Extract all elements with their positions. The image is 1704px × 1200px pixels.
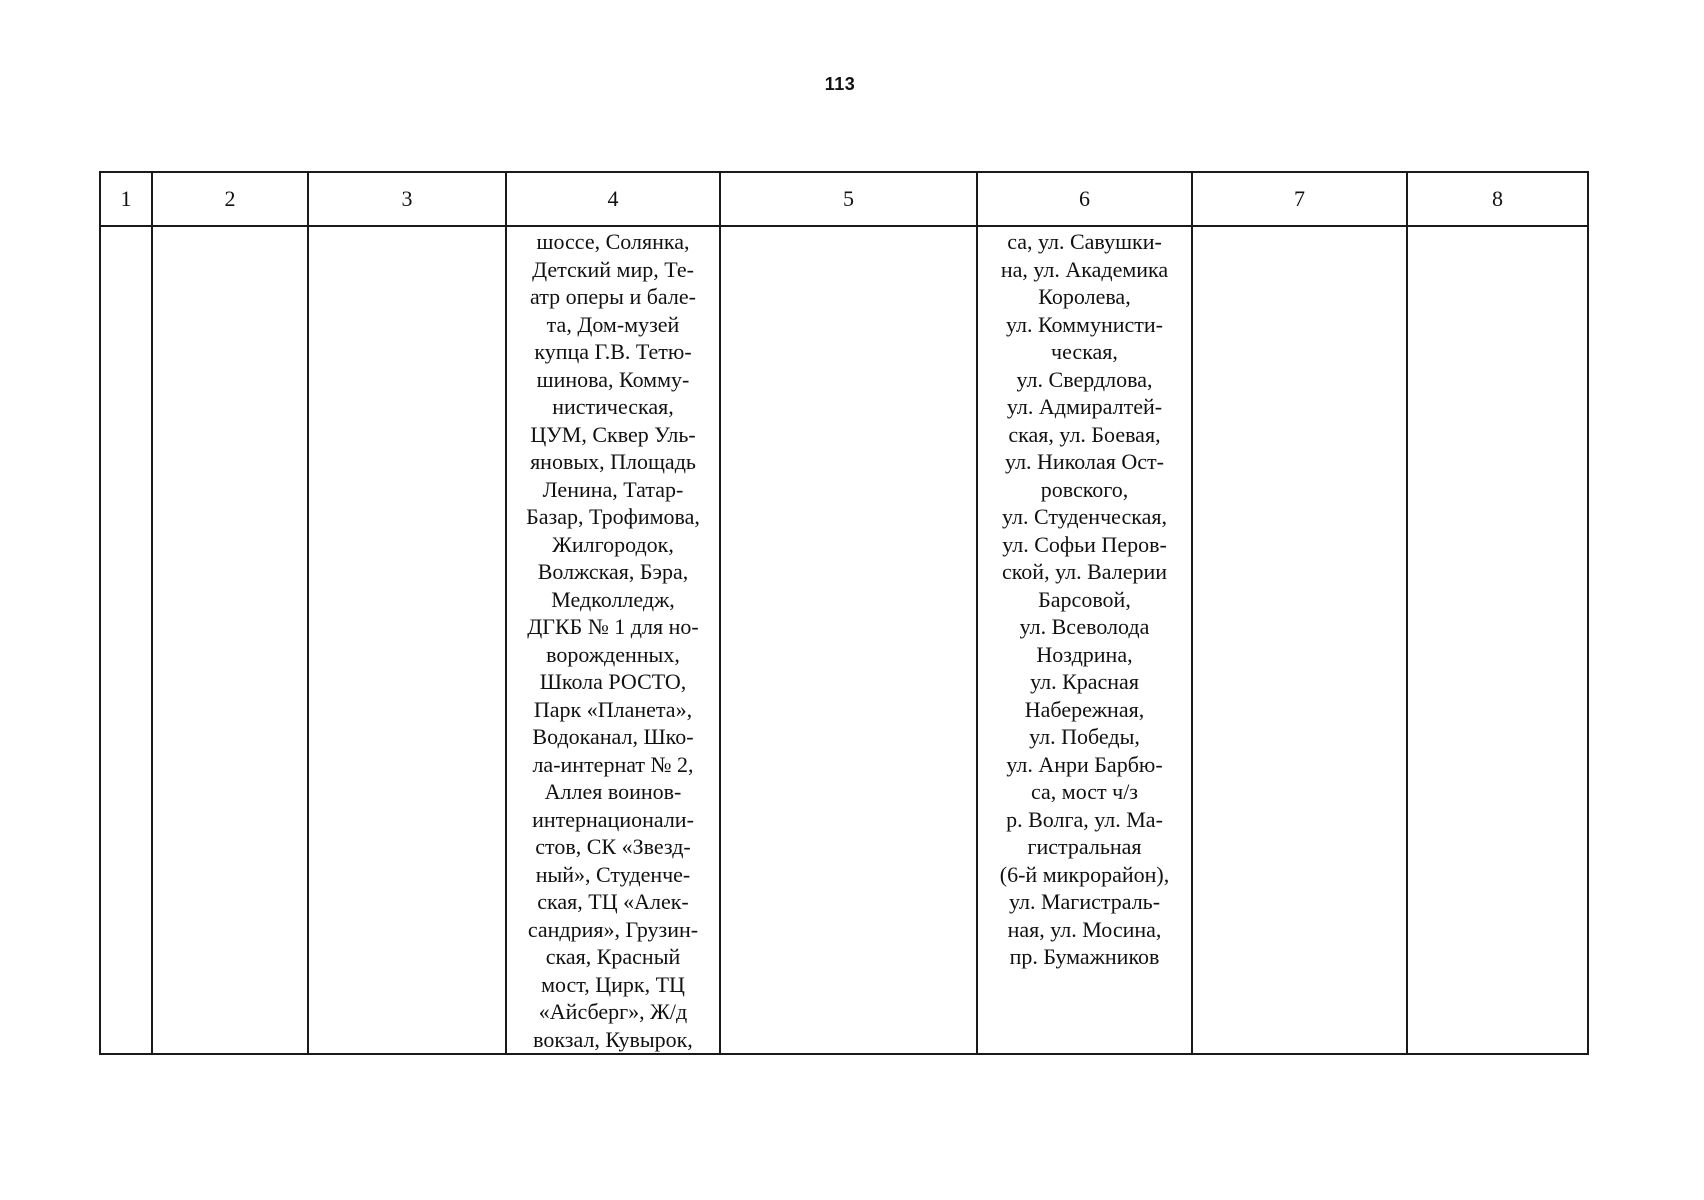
street-line: ная, ул. Мосина, — [1007, 916, 1162, 942]
cell-col-6-streets — [977, 226, 1192, 1054]
stop-line: Ленина, Татар- — [542, 476, 684, 502]
stop-line: та, Дом-музей — [546, 311, 680, 337]
street-line: ул. Всеволода — [1019, 614, 1150, 639]
street-line: Королева, — [1038, 284, 1131, 309]
street-line: ул. Победы, — [1029, 724, 1140, 749]
stop-line: Базар, Трофимова, — [526, 504, 700, 529]
stop-line: купца Г.В. Тетю- — [534, 339, 692, 364]
street-line: ческая, — [1051, 339, 1118, 364]
stop-line: шинова, Комму- — [536, 366, 690, 392]
header-col-5: 5 — [720, 172, 977, 226]
header-col-1: 1 — [100, 172, 152, 226]
cell-col-2 — [152, 226, 308, 1054]
stop-line: Парк «Планета», — [533, 696, 693, 722]
route-table — [99, 171, 1589, 1055]
stop-line: атр оперы и бале- — [530, 284, 696, 309]
stops-list — [507, 227, 719, 1053]
stop-line: стов, СК «Звезд- — [535, 834, 691, 859]
street-line: ул. Анри Барбю- — [1006, 751, 1163, 777]
cell-col-5 — [720, 226, 977, 1054]
stop-line: нистическая, — [552, 394, 674, 419]
stop-line: ская, Красный — [545, 944, 681, 969]
street-line: ул. Софьи Перов- — [1002, 531, 1167, 557]
cell-col-7 — [1192, 226, 1407, 1054]
table-row — [100, 226, 1588, 1054]
stop-line: интернационали- — [532, 806, 694, 832]
stop-line: Детский мир, Те- — [532, 256, 694, 282]
street-line: ул. Коммунисти- — [1005, 311, 1164, 337]
street-line: ской, ул. Валерии — [1001, 559, 1168, 584]
street-line: ская, ул. Боевая, — [1008, 421, 1161, 447]
stop-line: мост, Цирк, ТЦ — [541, 971, 685, 997]
stop-line: сандрия», Грузин- — [527, 916, 699, 942]
stop-line: ДГКБ № 1 для но- — [527, 614, 699, 639]
header-col-4: 4 — [506, 172, 720, 226]
cell-col-3 — [308, 226, 506, 1054]
stop-line: Школа РОСТО, — [539, 669, 687, 694]
street-line: ровского, — [1040, 476, 1129, 502]
header-col-8: 8 — [1407, 172, 1588, 226]
stop-line: вокзал, Кувырок, — [533, 1026, 693, 1052]
stop-line: Жилгородок, — [552, 531, 674, 557]
street-line: са, ул. Савушки- — [1007, 229, 1162, 254]
stop-line: Медколледж, — [551, 586, 675, 612]
street-line: ул. Свердлова, — [1016, 366, 1153, 392]
stop-line: Водоканал, Шко- — [532, 724, 694, 749]
street-line: Ноздрина, — [1036, 641, 1133, 667]
cell-col-1 — [100, 226, 152, 1054]
streets-list — [978, 227, 1191, 971]
street-line: Набережная, — [1024, 696, 1145, 722]
street-line: пр. Бумажников — [1009, 944, 1160, 969]
header-col-2: 2 — [152, 172, 308, 226]
street-line: ул. Николая Ост- — [1005, 449, 1164, 474]
stop-line: «Айсберг», Ж/д — [538, 999, 688, 1024]
stop-line: ный», Студенче- — [535, 861, 691, 887]
stop-line: ворожденных, — [546, 641, 680, 667]
street-line: на, ул. Академика — [1000, 256, 1169, 282]
stop-line: Аллея воинов- — [544, 779, 682, 804]
street-line: ул. Студенческая, — [1002, 504, 1167, 529]
stop-line: яновых, Площадь — [530, 449, 696, 474]
street-line: ул. Магистраль- — [1008, 889, 1161, 914]
street-line: са, мост ч/з — [1030, 779, 1138, 804]
header-col-6: 6 — [977, 172, 1192, 226]
street-line: ул. Адмиралтей- — [1006, 394, 1163, 419]
header-col-3: 3 — [308, 172, 506, 226]
cell-col-4-stops — [506, 226, 720, 1054]
stop-line: ЦУМ, Сквер Уль- — [530, 421, 696, 447]
header-row — [100, 172, 1588, 226]
page-number: 113 — [824, 74, 856, 94]
header-col-7: 7 — [1192, 172, 1407, 226]
street-line: Барсовой, — [1038, 586, 1131, 612]
stop-line: Волжская, Бэра, — [537, 559, 689, 584]
stop-line: ская, ТЦ «Алек- — [537, 889, 689, 914]
stop-line: ла-интернат № 2, — [532, 751, 694, 777]
cell-col-8 — [1407, 226, 1588, 1054]
street-line: ул. Красная — [1030, 669, 1139, 694]
street-line: (6-й микрорайон), — [999, 861, 1170, 887]
stop-line: шоссе, Солянка, — [536, 229, 690, 254]
street-line: р. Волга, ул. Ма- — [1006, 806, 1163, 832]
street-line: гистральная — [1027, 834, 1142, 859]
